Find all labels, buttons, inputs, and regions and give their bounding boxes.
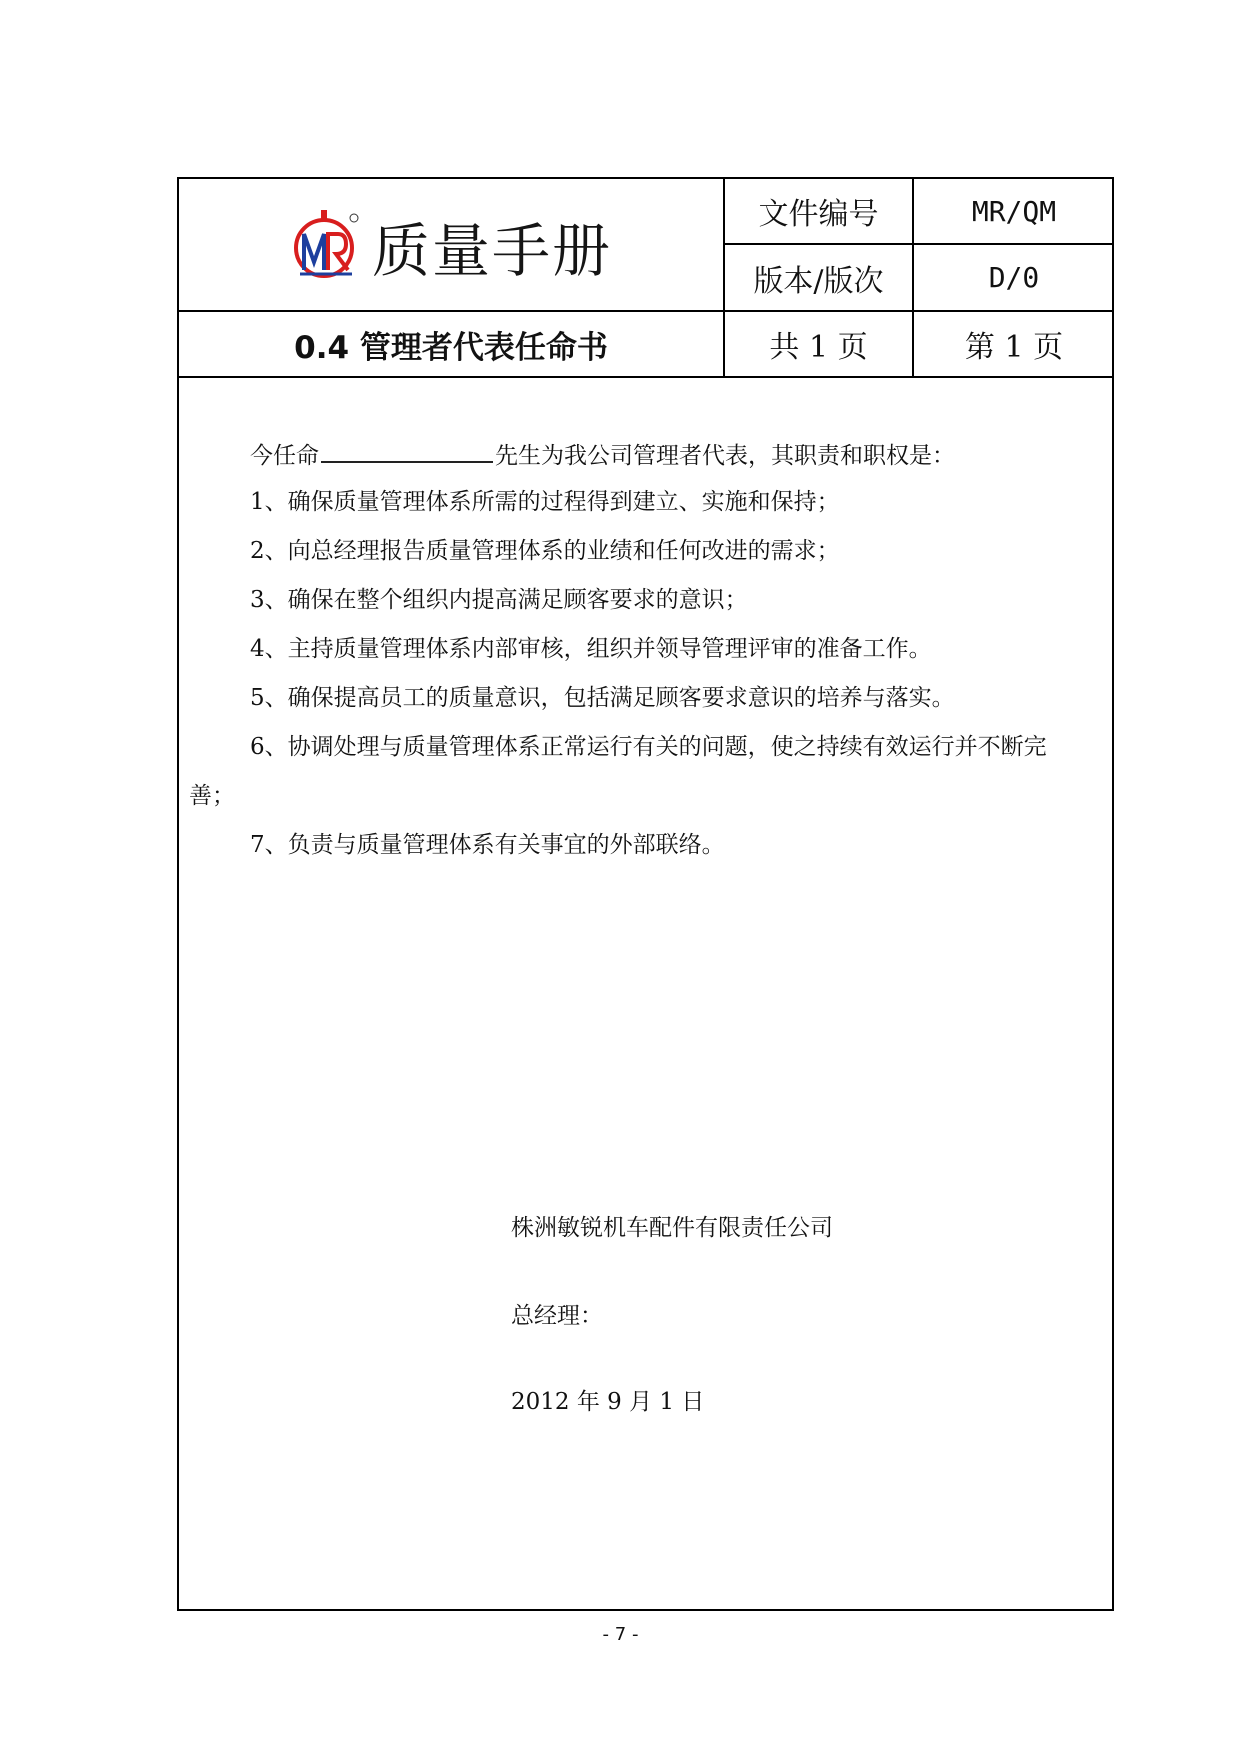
company-name: 株洲敏锐机车配件有限责任公司	[511, 1215, 833, 1241]
version-value: D/0	[988, 261, 1040, 294]
version-label: 版本/版次	[753, 263, 884, 299]
doc-no-label: 文件编号	[758, 197, 879, 232]
duty-item: 3、确保在整个组织内提高满足顾客要求的意识；	[250, 587, 748, 613]
manual-title: 质量手册	[371, 216, 612, 285]
signature-date: 2012 年 9 月 1 日	[511, 1389, 705, 1415]
page-number-cell: 第 1 页	[964, 330, 1064, 365]
section-title: 0.4 管理者代表任命书	[294, 329, 608, 366]
duty-item: 5、确保提高员工的质量意识，包括满足顾客要求意识的培养与落实。	[250, 685, 955, 711]
duty-item: 6、协调处理与质量管理体系正常运行有关的问题，使之持续有效运行并不断完	[250, 734, 1047, 760]
doc-no-value: MR/QM	[971, 194, 1057, 228]
gm-signature-label: 总经理：	[511, 1303, 603, 1329]
document-frame	[177, 177, 1114, 1611]
intro-line	[250, 441, 955, 468]
intro-before: 今任命	[250, 443, 319, 469]
total-pages: 共 1 页	[769, 330, 868, 365]
duty-item: 1、确保质量管理体系所需的过程得到建立、实施和保持；	[250, 489, 840, 515]
logo-cell	[179, 179, 725, 312]
mr-logo-icon	[292, 204, 364, 288]
page-footer-number: - 7 -	[602, 1624, 639, 1645]
name-blank	[321, 441, 493, 463]
duty-item: 2、向总经理报告质量管理体系的业绩和任何改进的需求；	[250, 538, 840, 564]
duty-item: 4、主持质量管理体系内部审核，组织并领导管理评审的准备工作。	[250, 636, 932, 662]
company-logo	[292, 204, 612, 288]
duty-item: 7、负责与质量管理体系有关事宜的外部联络。	[250, 832, 725, 858]
duty-item-continuation: 善；	[189, 783, 235, 809]
intro-after: 先生为我公司管理者代表，其职责和职权是：	[495, 443, 955, 469]
header-divider-2	[179, 376, 1114, 378]
